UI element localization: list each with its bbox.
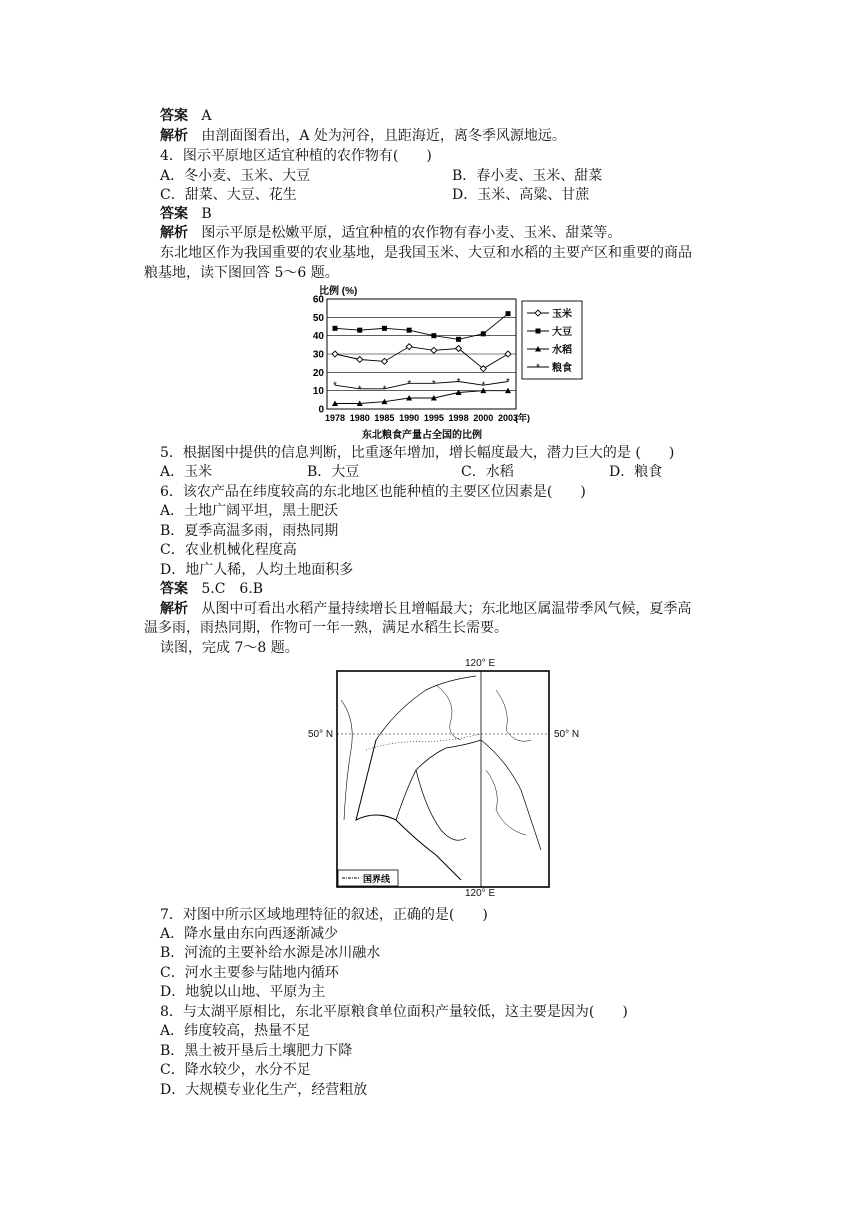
legend-marker: * xyxy=(536,362,540,374)
q4-option-c: C．甜菜、大豆、花生 xyxy=(160,187,297,203)
legend-label: 水稻 xyxy=(552,345,572,356)
answer-label: 答案 xyxy=(160,108,188,124)
q4-option-a: A．冬小麦、玉米、大豆 xyxy=(160,168,311,184)
data-point xyxy=(381,358,387,364)
data-point: * xyxy=(333,380,337,392)
data-point: * xyxy=(407,378,412,390)
q6-option-a: A．土地广阔平坦，黑土肥沃 xyxy=(160,503,339,519)
answer-value: 5.C 6.B xyxy=(201,581,264,597)
series-square xyxy=(333,311,511,342)
question-6: 6．该农产品在纬度较高的东北地区也能种植的主要区位因素是( ) xyxy=(160,484,586,500)
explanation-label: 解析 xyxy=(160,225,188,241)
explanation-line-3a xyxy=(160,600,691,618)
y-tick-label: 10 xyxy=(312,386,324,398)
q6-option-b: B．夏季高温多雨，雨热同期 xyxy=(160,523,339,539)
explanation-text: 从图中可看出水稻产量持续增长且增幅最大；东北地区属温带季风气候，夏季高 xyxy=(201,601,692,617)
intro-5-6-line-2: 粮基地，读下图回答 5～6 题。 xyxy=(144,265,339,281)
explanation-label: 解析 xyxy=(160,601,188,617)
q5-option-a: A．玉米 xyxy=(160,464,213,480)
map-lon-bottom: 120° E xyxy=(465,888,496,899)
data-point xyxy=(406,344,412,350)
answer-label: 答案 xyxy=(160,581,188,597)
grain-ratio-line-chart xyxy=(300,283,590,443)
data-point xyxy=(332,351,338,357)
x-tick-label: 1998 xyxy=(448,413,469,423)
chart-xlabel: (年) xyxy=(515,413,530,423)
explanation-line-1 xyxy=(160,127,566,145)
answer-line-3 xyxy=(160,580,263,598)
legend-marker xyxy=(536,329,541,334)
q4-option-d: D．玉米、高粱、甘蔗 xyxy=(452,187,590,203)
x-tick-label: 1995 xyxy=(423,413,444,423)
q8-option-c: C．降水较少，水分不足 xyxy=(160,1062,311,1078)
data-point: * xyxy=(382,384,387,396)
data-point xyxy=(431,347,437,353)
q7-option-a: A．降水量由东向西逐渐减少 xyxy=(160,926,339,942)
data-point xyxy=(407,328,412,333)
legend-label: 大豆 xyxy=(552,327,572,338)
q5-option-c: C．水稻 xyxy=(461,464,514,480)
y-tick-label: 40 xyxy=(312,331,324,343)
q8-option-a: A．纬度较高，热量不足 xyxy=(160,1023,311,1039)
chart-title: 东北粮食产量占全国的比例 xyxy=(362,430,482,441)
data-point: * xyxy=(456,377,461,388)
data-point xyxy=(481,331,486,336)
question-4: 4．图示平原地区适宜种植的农作物有( ) xyxy=(160,148,432,164)
data-point xyxy=(505,351,511,357)
explanation-text: 由剖面图看出，A 处为河谷，且距海近，离冬季风源地远。 xyxy=(201,128,566,144)
x-tick-label: 1978 xyxy=(324,413,346,423)
legend-label: 粮食 xyxy=(552,363,572,374)
q5-option-b: B．大豆 xyxy=(307,464,360,480)
q7-option-b: B．河流的主要补给水源是冰川融水 xyxy=(160,945,381,961)
x-tick-label: 1990 xyxy=(399,413,420,423)
explanation-text: 图示平原是松嫩平原，适宜种植的农作物有春小麦、玉米、甜菜等。 xyxy=(201,225,622,241)
series-diamond xyxy=(332,344,511,372)
q6-option-d: D．地广人稀，人均土地面积多 xyxy=(160,562,354,578)
map-drawing xyxy=(336,670,550,888)
x-tick-label: 1985 xyxy=(374,413,395,423)
q5-option-d: D．粮食 xyxy=(609,464,663,480)
legend-label: 玉米 xyxy=(552,309,572,320)
x-tick-label: 1980 xyxy=(349,413,370,423)
q8-option-b: B．黑土被开垦后土壤肥力下降 xyxy=(160,1043,353,1059)
q4-option-b: B．春小麦、玉米、甜菜 xyxy=(452,168,603,184)
data-point xyxy=(357,357,363,363)
q7-option-c: C．河水主要参与陆地内循环 xyxy=(160,965,339,981)
answer-label: 答案 xyxy=(160,206,188,222)
question-8: 8．与太湖平原相比，东北平原粮食单位面积产量较低，这主要是因为( ) xyxy=(160,1004,628,1020)
data-point xyxy=(456,337,461,342)
explanation-line-2 xyxy=(160,224,621,242)
data-point xyxy=(333,326,338,331)
answer-line-1 xyxy=(160,107,211,125)
explanation-label: 解析 xyxy=(160,128,188,144)
legend-label: 国界线 xyxy=(363,874,391,884)
answer-line-2 xyxy=(160,205,212,223)
y-tick-label: 0 xyxy=(318,404,324,416)
q8-option-d: D．大规模专业化生产，经营粗放 xyxy=(160,1082,368,1098)
answer-value: B xyxy=(201,206,212,222)
chart-ylabel: 比例 (%) xyxy=(319,286,358,297)
map-lon-top: 120° E xyxy=(465,658,496,669)
data-point: * xyxy=(357,384,362,396)
data-point: * xyxy=(506,377,510,388)
map-frame xyxy=(337,671,549,887)
data-point: * xyxy=(481,380,486,392)
region-map xyxy=(300,658,600,902)
question-5: 5．根据图中提供的信息判断，比重逐年增加，增长幅度最大，潜力巨大的是 ( ) xyxy=(160,445,675,461)
data-point: * xyxy=(431,378,436,390)
x-tick-label: 2003 xyxy=(497,413,519,423)
data-point xyxy=(357,328,362,333)
data-point xyxy=(431,333,436,338)
q6-option-c: C．农业机械化程度高 xyxy=(160,542,297,558)
data-point xyxy=(506,311,511,316)
y-tick-label: 30 xyxy=(312,349,324,361)
map-lat-left: 50° N xyxy=(308,729,334,740)
map-lat-right: 50° N xyxy=(554,729,580,740)
x-tick-label: 2000 xyxy=(473,413,494,423)
data-point xyxy=(382,326,387,331)
y-tick-label: 20 xyxy=(312,367,324,379)
q7-option-d: D．地貌以山地、平原为主 xyxy=(160,984,326,1000)
y-tick-label: 60 xyxy=(312,294,324,306)
answer-value: A xyxy=(201,108,212,124)
y-tick-label: 50 xyxy=(312,312,324,324)
intro-7-8: 读图，完成 7～8 题。 xyxy=(160,640,299,656)
intro-5-6-line-1: 东北地区作为我国重要的农业基地，是我国玉米、大豆和水稻的主要产区和重要的商品 xyxy=(160,245,692,261)
question-7: 7．对图中所示区域地理特征的叙述，正确的是( ) xyxy=(160,907,488,923)
explanation-line-3b: 温多雨，雨热同期，作物可一年一熟，满足水稻生长需要。 xyxy=(144,620,508,636)
